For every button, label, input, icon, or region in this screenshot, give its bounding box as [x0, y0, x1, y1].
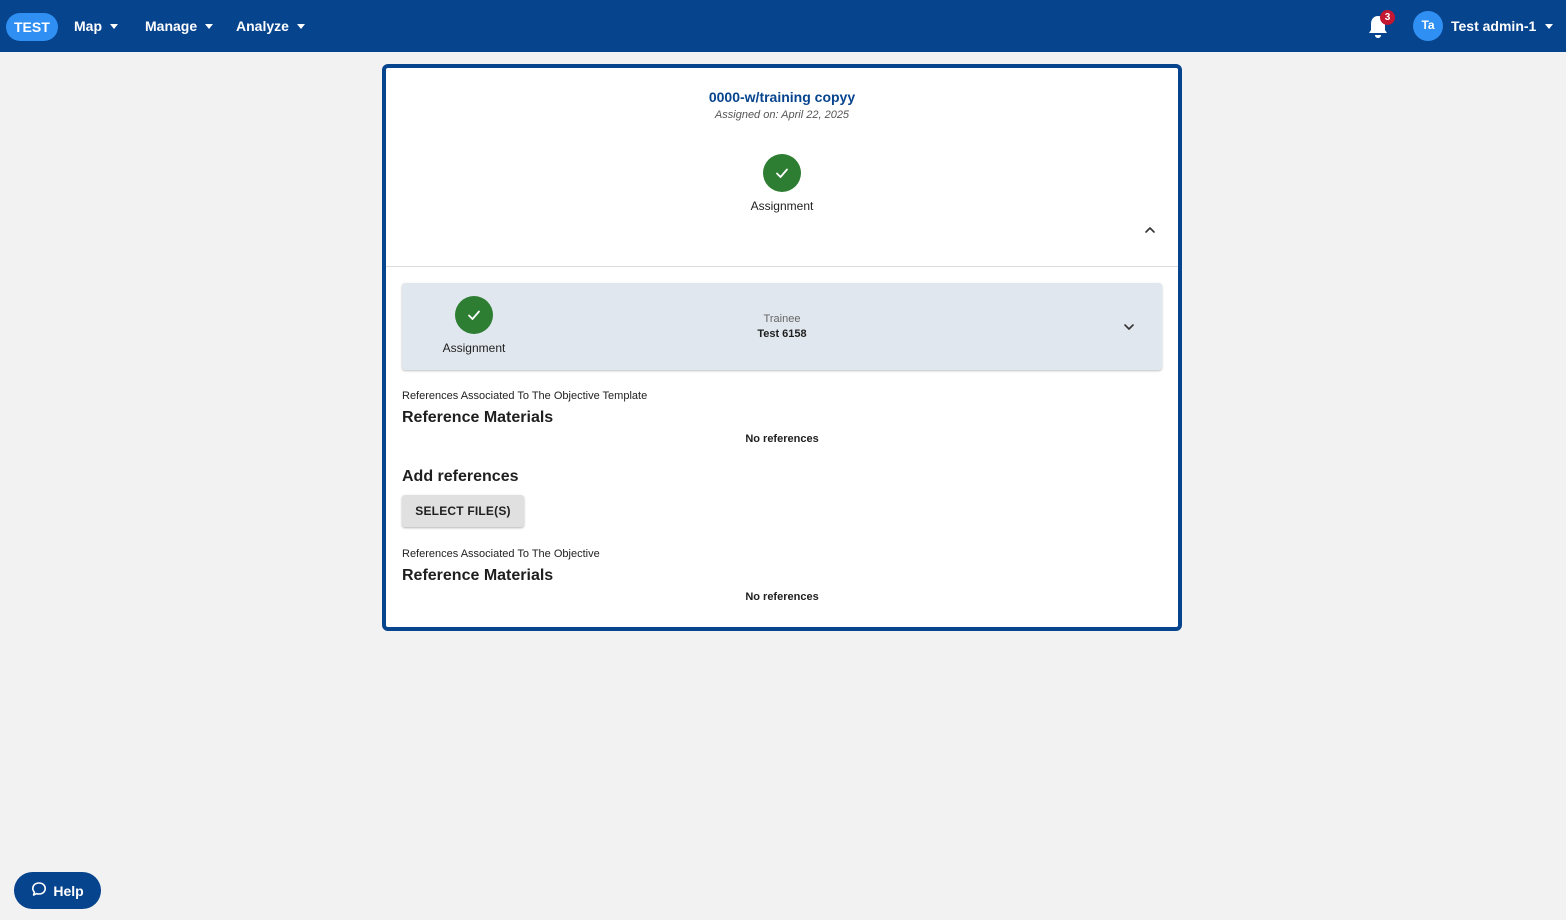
chevron-down-icon[interactable] — [1121, 319, 1137, 335]
select-files-button[interactable]: SELECT FILE(S) — [402, 495, 524, 527]
nav-manage-menu[interactable] — [145, 16, 213, 36]
notification-count-badge: 3 — [1380, 10, 1395, 25]
user-name: Test admin-1 — [1451, 18, 1537, 34]
nav-map-label: Map — [74, 18, 102, 34]
trainee-panel[interactable] — [402, 283, 1162, 370]
chat-bubble-icon — [31, 881, 47, 900]
caret-down-icon — [205, 24, 213, 29]
caret-down-icon — [297, 24, 305, 29]
caret-down-icon — [110, 24, 118, 29]
template-references-heading: Reference Materials — [402, 409, 554, 426]
objective-title: 0000-w/training copyy — [708, 89, 856, 105]
trainee-label: Trainee — [763, 313, 801, 325]
help-button[interactable] — [14, 872, 101, 909]
template-no-references: No references — [745, 433, 819, 445]
objective-references-heading: Reference Materials — [402, 567, 554, 584]
trainee-value: Test 6158 — [757, 328, 807, 340]
nav-analyze-label: Analyze — [236, 18, 289, 34]
add-references-heading: Add references — [402, 468, 519, 485]
nav-analyze-menu[interactable] — [236, 16, 305, 36]
brand-logo[interactable]: TEST — [6, 13, 58, 41]
help-label: Help — [53, 882, 84, 899]
nav-manage-label: Manage — [145, 18, 198, 34]
assigned-date: Assigned on: April 22, 2025 — [714, 109, 850, 121]
check-icon — [763, 154, 801, 192]
objective-card — [382, 64, 1182, 631]
template-references-label: References Associated To The Objective Template — [402, 390, 648, 402]
top-nav-bar — [0, 0, 1566, 52]
user-menu[interactable] — [1413, 11, 1553, 41]
chevron-up-icon[interactable] — [1142, 222, 1158, 238]
step-label: Assignment — [442, 341, 506, 355]
caret-down-icon — [1545, 24, 1553, 29]
assignment-step — [438, 296, 510, 355]
step-label: Assignment — [750, 199, 814, 213]
objective-no-references: No references — [745, 591, 819, 603]
avatar: Ta — [1413, 11, 1443, 41]
divider — [386, 266, 1178, 267]
assignment-step — [746, 154, 818, 213]
objective-references-label: References Associated To The Objective — [402, 548, 600, 560]
nav-map-menu[interactable] — [74, 16, 118, 36]
